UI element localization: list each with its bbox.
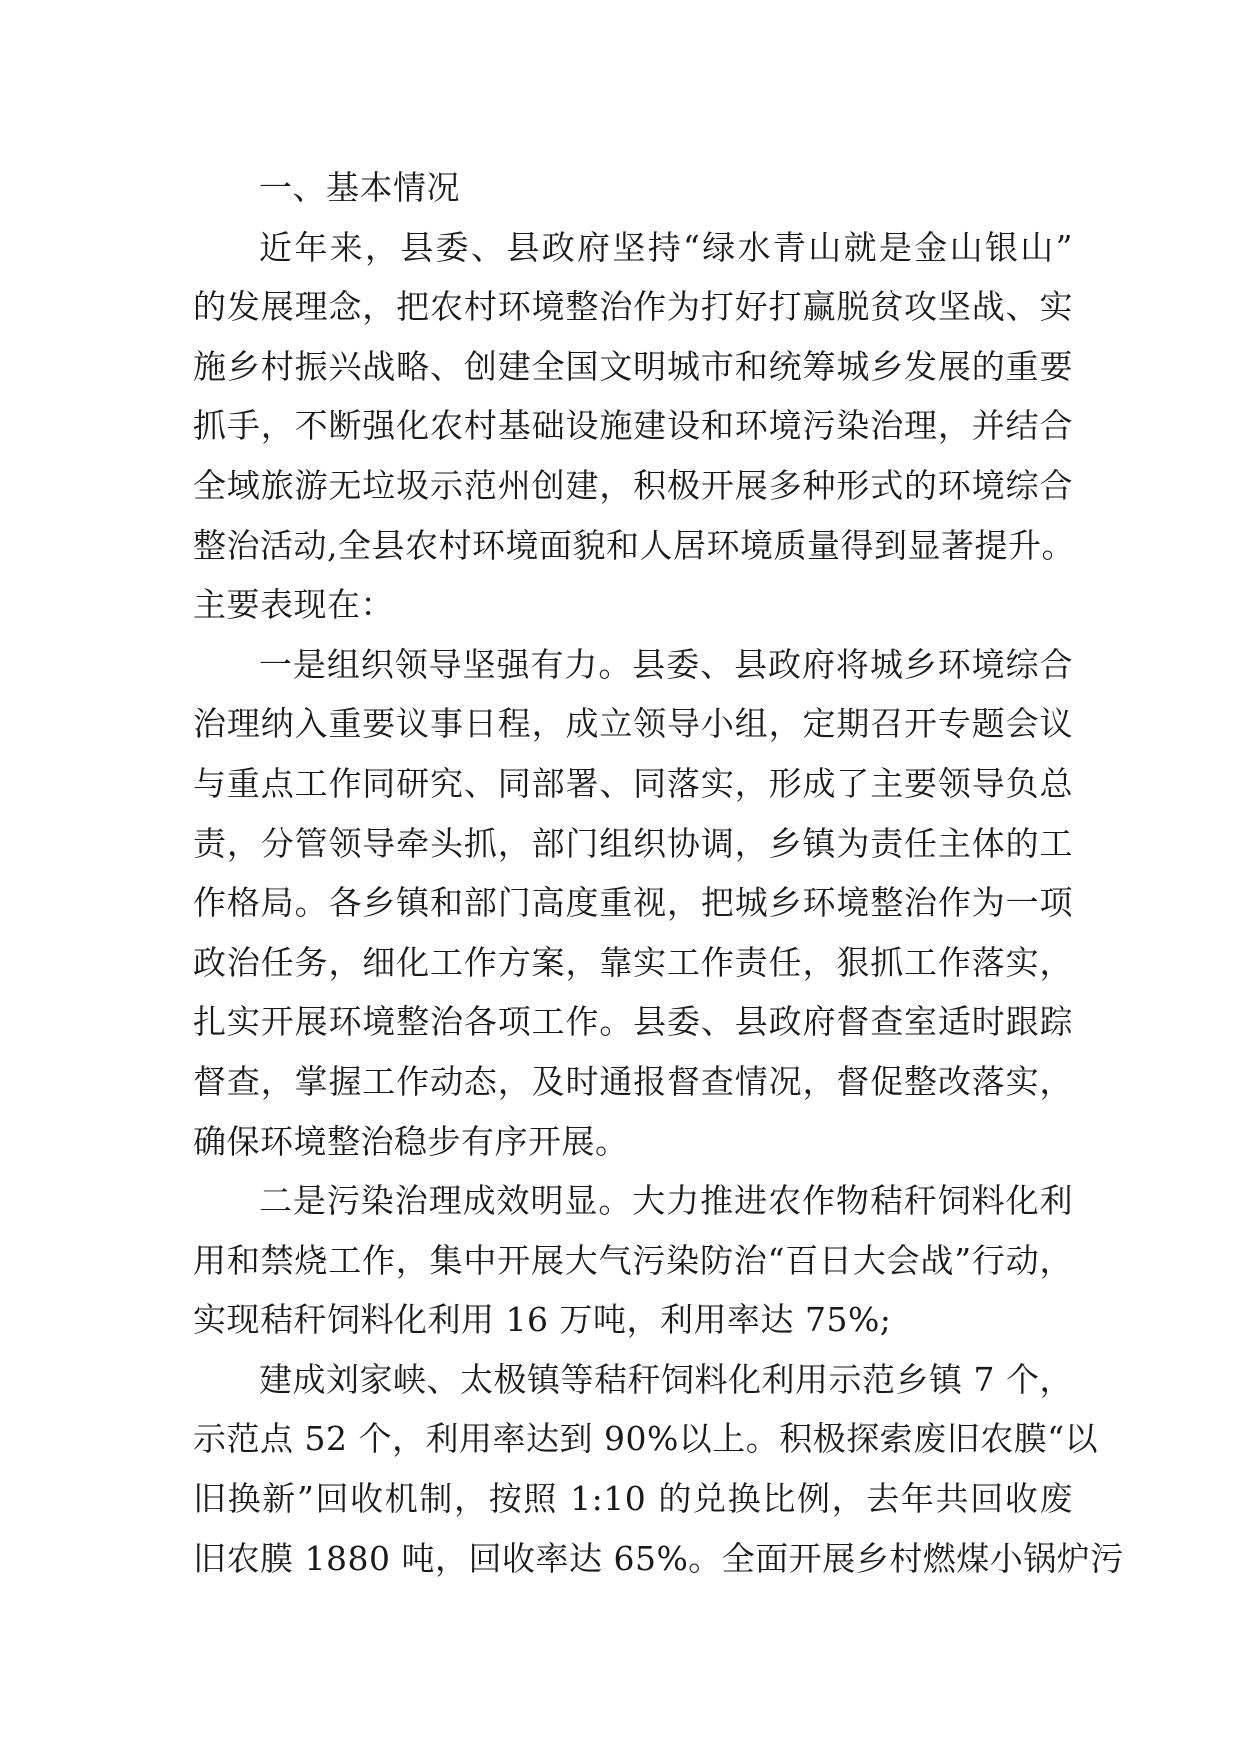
paragraph-1-line-2: 的发展理念，把农村环境整治作为打好打赢脱贫攻坚战、实 xyxy=(193,287,1073,327)
paragraph-4-line-1: 建成刘家峡、太极镇等秸秆饲料化利用示范乡镇 7 个， xyxy=(259,1359,1073,1399)
paragraph-4-line-3: 旧换新”回收机制，按照 1:10 的兑换比例，去年共回收废 xyxy=(193,1479,1073,1519)
paragraph-2-line-2: 治理纳入重要议事日程，成立领导小组，定期召开专题会议 xyxy=(193,704,1073,744)
paragraph-1-line-5: 全域旅游无垃圾示范州创建，积极开展多种形式的环境综合 xyxy=(193,465,1073,505)
paragraph-1-line-1: 近年来，县委、县政府坚持“绿水青山就是金山银山” xyxy=(259,227,1073,267)
paragraph-2-line-7: 扎实开展环境整治各项工作。县委、县政府督查室适时跟踪 xyxy=(193,1002,1073,1042)
paragraph-1-line-4: 抓手，不断强化农村基础设施建设和环境污染治理，并结合 xyxy=(193,406,1073,446)
paragraph-1-line-6: 整治活动,全县农村环境面貌和人居环境质量得到显著提升。 xyxy=(193,525,1075,565)
paragraph-4-line-4: 旧农膜 1880 吨，回收率达 65%。全面开展乡村燃煤小锅炉污 xyxy=(193,1538,1124,1578)
paragraph-2-line-4: 责，分管领导牵头抓，部门组织协调，乡镇为责任主体的工 xyxy=(193,823,1073,863)
paragraph-1-line-7: 主要表现在： xyxy=(193,585,394,625)
paragraph-2-line-1: 一是组织领导坚强有力。县委、县政府将城乡环境综合 xyxy=(259,644,1073,684)
paragraph-2-line-5: 作格局。各乡镇和部门高度重视，把城乡环境整治作为一项 xyxy=(193,883,1073,923)
document-page xyxy=(193,158,1124,1588)
paragraph-3-line-3: 实现秸秆饲料化利用 16 万吨，利用率达 75%; xyxy=(193,1300,892,1340)
paragraph-1-line-3: 施乡村振兴战略、创建全国文明城市和统筹城乡发展的重要 xyxy=(193,346,1073,386)
paragraph-2-line-9: 确保环境整治稳步有序开展。 xyxy=(193,1121,629,1161)
paragraph-4-line-2: 示范点 52 个，利用率达到 90%以上。积极探索废旧农膜“以 xyxy=(193,1419,1099,1459)
section-heading: 一、基本情况 xyxy=(259,168,460,207)
paragraph-2-line-6: 政治任务，细化工作方案，靠实工作责任，狠抓工作落实， xyxy=(193,942,1073,982)
paragraph-3-line-2: 用和禁烧工作，集中开展大气污染防治“百日大会战”行动， xyxy=(193,1240,1073,1280)
paragraph-3-line-1: 二是污染治理成效明显。大力推进农作物秸秆饲料化利 xyxy=(259,1181,1073,1221)
paragraph-2-line-3: 与重点工作同研究、同部署、同落实，形成了主要领导负总 xyxy=(193,763,1073,803)
paragraph-2-line-8: 督查，掌握工作动态，及时通报督查情况，督促整改落实， xyxy=(193,1061,1073,1101)
